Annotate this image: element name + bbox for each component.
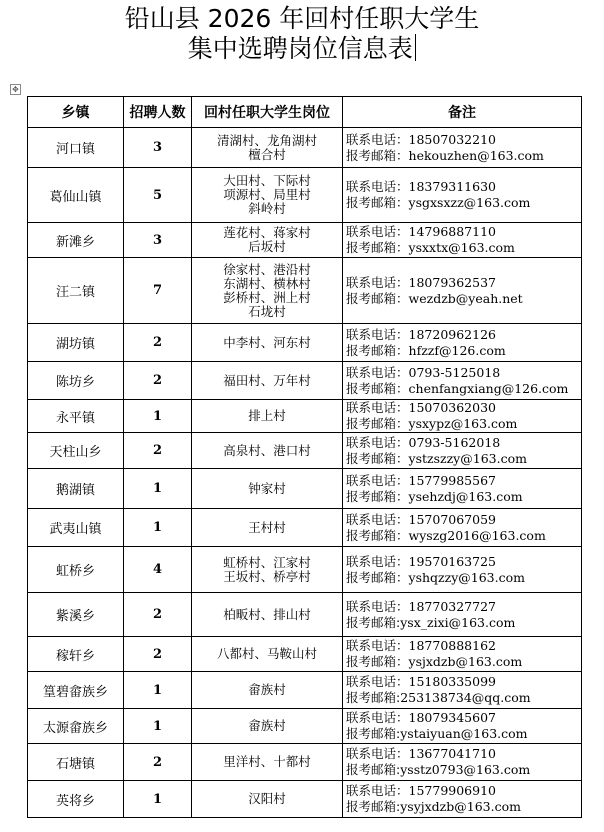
- phone-value: 18079345607: [408, 710, 496, 725]
- table-row: [28, 593, 582, 637]
- cell-villages: [192, 509, 343, 547]
- email-value[interactable]: wyszg2016@163.com: [408, 527, 546, 543]
- cell-remarks: [343, 709, 582, 744]
- table-body: [28, 128, 582, 818]
- email-value[interactable]: ysjxdzb@163.com: [408, 654, 523, 669]
- email-line: [346, 654, 581, 670]
- page-title-line-2-text: 集中选聘岗位信息表: [187, 34, 413, 63]
- table-row: [28, 128, 582, 168]
- cell-count: 1: [124, 781, 192, 818]
- table-row: [28, 744, 582, 781]
- cell-remarks: [343, 547, 582, 593]
- cell-remarks: [343, 672, 582, 709]
- cell-town: 虹桥乡: [28, 547, 124, 593]
- email-line: [346, 416, 581, 432]
- cell-count: 1: [124, 709, 192, 744]
- email-value[interactable]: ystzszzy@163.com: [408, 450, 527, 466]
- cell-town: 河口镇: [28, 128, 124, 168]
- village-line: 八都村、马鞍山村: [216, 646, 317, 661]
- email-label: 报考邮箱：: [346, 416, 409, 431]
- email-value[interactable]: ysxxtx@163.com: [408, 240, 515, 255]
- phone-value: 0793-5125018: [408, 364, 501, 380]
- email-label: 报考邮箱：: [346, 488, 409, 504]
- email-label: 报考邮箱：: [346, 342, 409, 358]
- cell-villages: [192, 168, 343, 223]
- village-line: 彭桥村、洲上村: [223, 289, 311, 305]
- header-remarks: 备注: [343, 97, 582, 128]
- cell-town: 汪二镇: [28, 258, 124, 324]
- email-label: 报考邮箱：: [346, 290, 409, 306]
- email-line: [346, 195, 581, 211]
- email-label: 报考邮箱：: [346, 654, 409, 669]
- cell-villages: [192, 781, 343, 818]
- table-row: [28, 672, 582, 709]
- email-label: 报考邮箱:: [346, 726, 401, 741]
- cell-remarks: [343, 781, 582, 818]
- phone-line: [346, 710, 581, 726]
- cell-remarks: [343, 168, 582, 223]
- phone-label: 联系电话：: [346, 511, 409, 527]
- cell-remarks: [343, 128, 582, 168]
- cell-town: 紫溪乡: [28, 593, 124, 637]
- email-label: 报考邮箱：: [346, 569, 409, 585]
- cell-town: 稼轩乡: [28, 637, 124, 672]
- village-line: 虹桥村、江家村: [223, 554, 311, 570]
- village-line: 中李村、河东村: [223, 334, 311, 350]
- positions-table: [27, 96, 582, 818]
- cell-remarks: [343, 469, 582, 509]
- village-line: 王村村: [248, 519, 286, 535]
- cell-count: 7: [124, 258, 192, 324]
- cell-count: 2: [124, 362, 192, 400]
- email-line: [346, 291, 581, 307]
- cell-town: 湖坊镇: [28, 324, 124, 362]
- phone-value: 18770327727: [408, 598, 496, 614]
- email-value[interactable]: ysgxsxzz@163.com: [408, 195, 531, 210]
- village-line: 高泉村、港口村: [223, 442, 311, 458]
- cell-remarks: [343, 433, 582, 469]
- village-line: 大田村、下际村: [223, 173, 311, 188]
- table-row: [28, 781, 582, 818]
- phone-line: [346, 275, 581, 291]
- cell-town: 葛仙山镇: [28, 168, 124, 223]
- phone-value: 15707067059: [408, 511, 496, 527]
- cell-villages: [192, 637, 343, 672]
- table-row: [28, 324, 582, 362]
- email-label: 报考邮箱:: [346, 614, 401, 630]
- email-line: [346, 615, 581, 631]
- table-row: [28, 362, 582, 400]
- email-value[interactable]: ysxypz@163.com: [408, 416, 518, 431]
- page-title-line-2: [0, 34, 604, 64]
- phone-line: [346, 638, 581, 654]
- email-line: [346, 690, 581, 706]
- phone-value: 15070362030: [408, 400, 496, 415]
- email-label: 报考邮箱：: [346, 195, 409, 210]
- table-row: [28, 469, 582, 509]
- phone-line: [346, 512, 581, 528]
- phone-value: 0793-5162018: [408, 434, 501, 450]
- text-cursor: [415, 34, 417, 61]
- table-row: [28, 258, 582, 324]
- email-value[interactable]: wezdzb@yeah.net: [408, 290, 523, 306]
- email-label: 报考邮箱：: [346, 147, 409, 163]
- phone-line: [346, 132, 581, 148]
- phone-label: 联系电话：: [346, 598, 409, 614]
- email-value[interactable]: ysyjxdzb@163.com: [400, 799, 521, 814]
- email-value[interactable]: hekouzhen@163.com: [408, 147, 544, 163]
- email-label: 报考邮箱：: [346, 380, 409, 396]
- cell-count: 2: [124, 744, 192, 781]
- phone-line: [346, 599, 581, 615]
- email-label: 报考邮箱：: [346, 240, 409, 255]
- email-line: [346, 148, 581, 164]
- cell-villages: [192, 362, 343, 400]
- table-row: [28, 400, 582, 433]
- cell-villages: [192, 223, 343, 258]
- table-header-row: [28, 97, 582, 128]
- cell-villages: [192, 433, 343, 469]
- village-line: 清湖村、龙角湖村: [216, 132, 317, 148]
- cell-town: 陈坊乡: [28, 362, 124, 400]
- phone-label: 联系电话：: [346, 638, 409, 653]
- phone-label: 联系电话：: [346, 472, 409, 488]
- cell-remarks: [343, 362, 582, 400]
- email-line: [346, 762, 581, 778]
- phone-line: [346, 400, 581, 416]
- phone-line: [346, 224, 581, 240]
- email-line: [346, 343, 581, 359]
- cell-villages: [192, 324, 343, 362]
- cell-remarks: [343, 223, 582, 258]
- phone-value: 18507032210: [408, 131, 496, 147]
- village-line: 项源村、局里村: [223, 187, 311, 202]
- table-row: [28, 433, 582, 469]
- page-title-line-1: 铅山县 2026 年回村任职大学生: [124, 4, 480, 33]
- cell-town: 鹅湖镇: [28, 469, 124, 509]
- phone-value: 18379311630: [408, 179, 496, 194]
- phone-label: 联系电话：: [346, 274, 409, 290]
- table-row: [28, 223, 582, 258]
- phone-value: 15779985567: [408, 472, 496, 488]
- phone-line: [346, 783, 581, 799]
- phone-line: [346, 365, 581, 381]
- village-line: 排上村: [248, 408, 286, 423]
- email-line: [346, 799, 581, 815]
- cell-villages: [192, 744, 343, 781]
- table-move-handle-icon[interactable]: ✥: [10, 84, 21, 95]
- cell-villages: [192, 547, 343, 593]
- cell-town: 太源畲族乡: [28, 709, 124, 744]
- phone-label: 联系电话：: [346, 746, 409, 761]
- cell-count: 5: [124, 168, 192, 223]
- cell-town: 新滩乡: [28, 223, 124, 258]
- village-line: 王坂村、桥亭村: [223, 568, 311, 584]
- cell-town: 永平镇: [28, 400, 124, 433]
- phone-label: 联系电话：: [346, 434, 409, 450]
- email-label: 报考邮箱:: [346, 690, 401, 705]
- village-line: 柏畈村、排山村: [223, 606, 311, 622]
- header-count: 招聘人数: [124, 97, 192, 128]
- email-line: [346, 381, 581, 397]
- phone-label: 联系电话：: [346, 710, 409, 725]
- village-line: 畲族村: [248, 718, 286, 733]
- cell-villages: [192, 593, 343, 637]
- phone-value: 15180335099: [408, 674, 496, 689]
- table-row: [28, 168, 582, 223]
- cell-villages: [192, 672, 343, 709]
- phone-label: 联系电话：: [346, 326, 409, 342]
- phone-value: 18720962126: [408, 326, 496, 342]
- phone-label: 联系电话：: [346, 224, 409, 239]
- phone-line: [346, 473, 581, 489]
- email-value[interactable]: ysstz0793@163.com: [400, 762, 531, 777]
- phone-label: 联系电话：: [346, 364, 409, 380]
- header-town: 乡镇: [28, 97, 124, 128]
- phone-line: [346, 554, 581, 570]
- cell-count: 3: [124, 223, 192, 258]
- email-value[interactable]: ysx_zixi@163.com: [400, 614, 516, 630]
- cell-count: 1: [124, 400, 192, 433]
- cell-count: 3: [124, 128, 192, 168]
- phone-line: [346, 327, 581, 343]
- email-line: [346, 726, 581, 742]
- email-line: [346, 528, 581, 544]
- table-row: [28, 509, 582, 547]
- village-line: 徐家村、港沿村: [223, 261, 311, 277]
- cell-villages: [192, 258, 343, 324]
- table-row: [28, 547, 582, 593]
- phone-line: [346, 179, 581, 195]
- village-line: 里洋村、十都村: [223, 754, 311, 769]
- email-label: 报考邮箱:: [346, 762, 401, 777]
- village-line: 钟家村: [248, 480, 286, 496]
- email-line: [346, 570, 581, 586]
- cell-town: 英将乡: [28, 781, 124, 818]
- cell-remarks: [343, 593, 582, 637]
- phone-value: 19570163725: [408, 553, 496, 569]
- phone-label: 联系电话：: [346, 553, 409, 569]
- phone-line: [346, 746, 581, 762]
- cell-count: 2: [124, 637, 192, 672]
- phone-value: 14796887110: [408, 224, 496, 239]
- cell-villages: [192, 709, 343, 744]
- email-line: [346, 240, 581, 256]
- village-line: 石垅村: [248, 303, 286, 319]
- cell-count: 2: [124, 593, 192, 637]
- cell-remarks: [343, 400, 582, 433]
- cell-villages: [192, 469, 343, 509]
- phone-label: 联系电话：: [346, 674, 409, 689]
- cell-count: 1: [124, 509, 192, 547]
- email-value[interactable]: hfzzf@126.com: [408, 342, 506, 358]
- email-value[interactable]: 253138734@qq.com: [400, 690, 531, 705]
- phone-line: [346, 435, 581, 451]
- cell-remarks: [343, 324, 582, 362]
- phone-label: 联系电话：: [346, 783, 409, 798]
- table-row: [28, 709, 582, 744]
- cell-town: 武夷山镇: [28, 509, 124, 547]
- cell-remarks: [343, 258, 582, 324]
- village-line: 福田村、万年村: [223, 372, 311, 388]
- phone-value: 15779906910: [408, 783, 496, 798]
- table-row: [28, 637, 582, 672]
- village-line: 檀合村: [248, 146, 286, 162]
- email-line: [346, 489, 581, 505]
- village-line: 后坂村: [248, 239, 286, 254]
- phone-line: [346, 674, 581, 690]
- email-value[interactable]: ysehzdj@163.com: [408, 488, 523, 504]
- cell-count: 2: [124, 324, 192, 362]
- phone-value: 13677041710: [408, 746, 496, 761]
- cell-villages: [192, 128, 343, 168]
- village-line: 斜岭村: [248, 201, 286, 216]
- village-line: 东湖村、横林村: [223, 275, 311, 291]
- cell-remarks: [343, 637, 582, 672]
- village-line: 汉阳村: [248, 791, 286, 806]
- village-line: 莲花村、蒋家村: [223, 225, 311, 240]
- cell-remarks: [343, 509, 582, 547]
- email-label: 报考邮箱：: [346, 527, 409, 543]
- phone-value: 18770888162: [408, 638, 496, 653]
- cell-town: 天柱山乡: [28, 433, 124, 469]
- cell-town: 篁碧畲族乡: [28, 672, 124, 709]
- email-value[interactable]: yshqzzy@163.com: [408, 569, 525, 585]
- cell-remarks: [343, 744, 582, 781]
- cell-villages: [192, 400, 343, 433]
- phone-label: 联系电话：: [346, 131, 409, 147]
- cell-town: 石塘镇: [28, 744, 124, 781]
- cell-count: 4: [124, 547, 192, 593]
- village-line: 畲族村: [248, 682, 286, 697]
- phone-label: 联系电话：: [346, 179, 409, 194]
- email-value[interactable]: chenfangxiang@126.com: [408, 380, 569, 396]
- phone-value: 18079362537: [408, 274, 496, 290]
- email-line: [346, 451, 581, 467]
- email-value[interactable]: ystaiyuan@163.com: [400, 726, 528, 741]
- cell-count: 2: [124, 433, 192, 469]
- header-villages: 回村任职大学生岗位: [192, 97, 343, 128]
- email-label: 报考邮箱：: [346, 450, 409, 466]
- cell-count: 1: [124, 469, 192, 509]
- cell-count: 1: [124, 672, 192, 709]
- phone-label: 联系电话：: [346, 400, 409, 415]
- email-label: 报考邮箱:: [346, 799, 401, 814]
